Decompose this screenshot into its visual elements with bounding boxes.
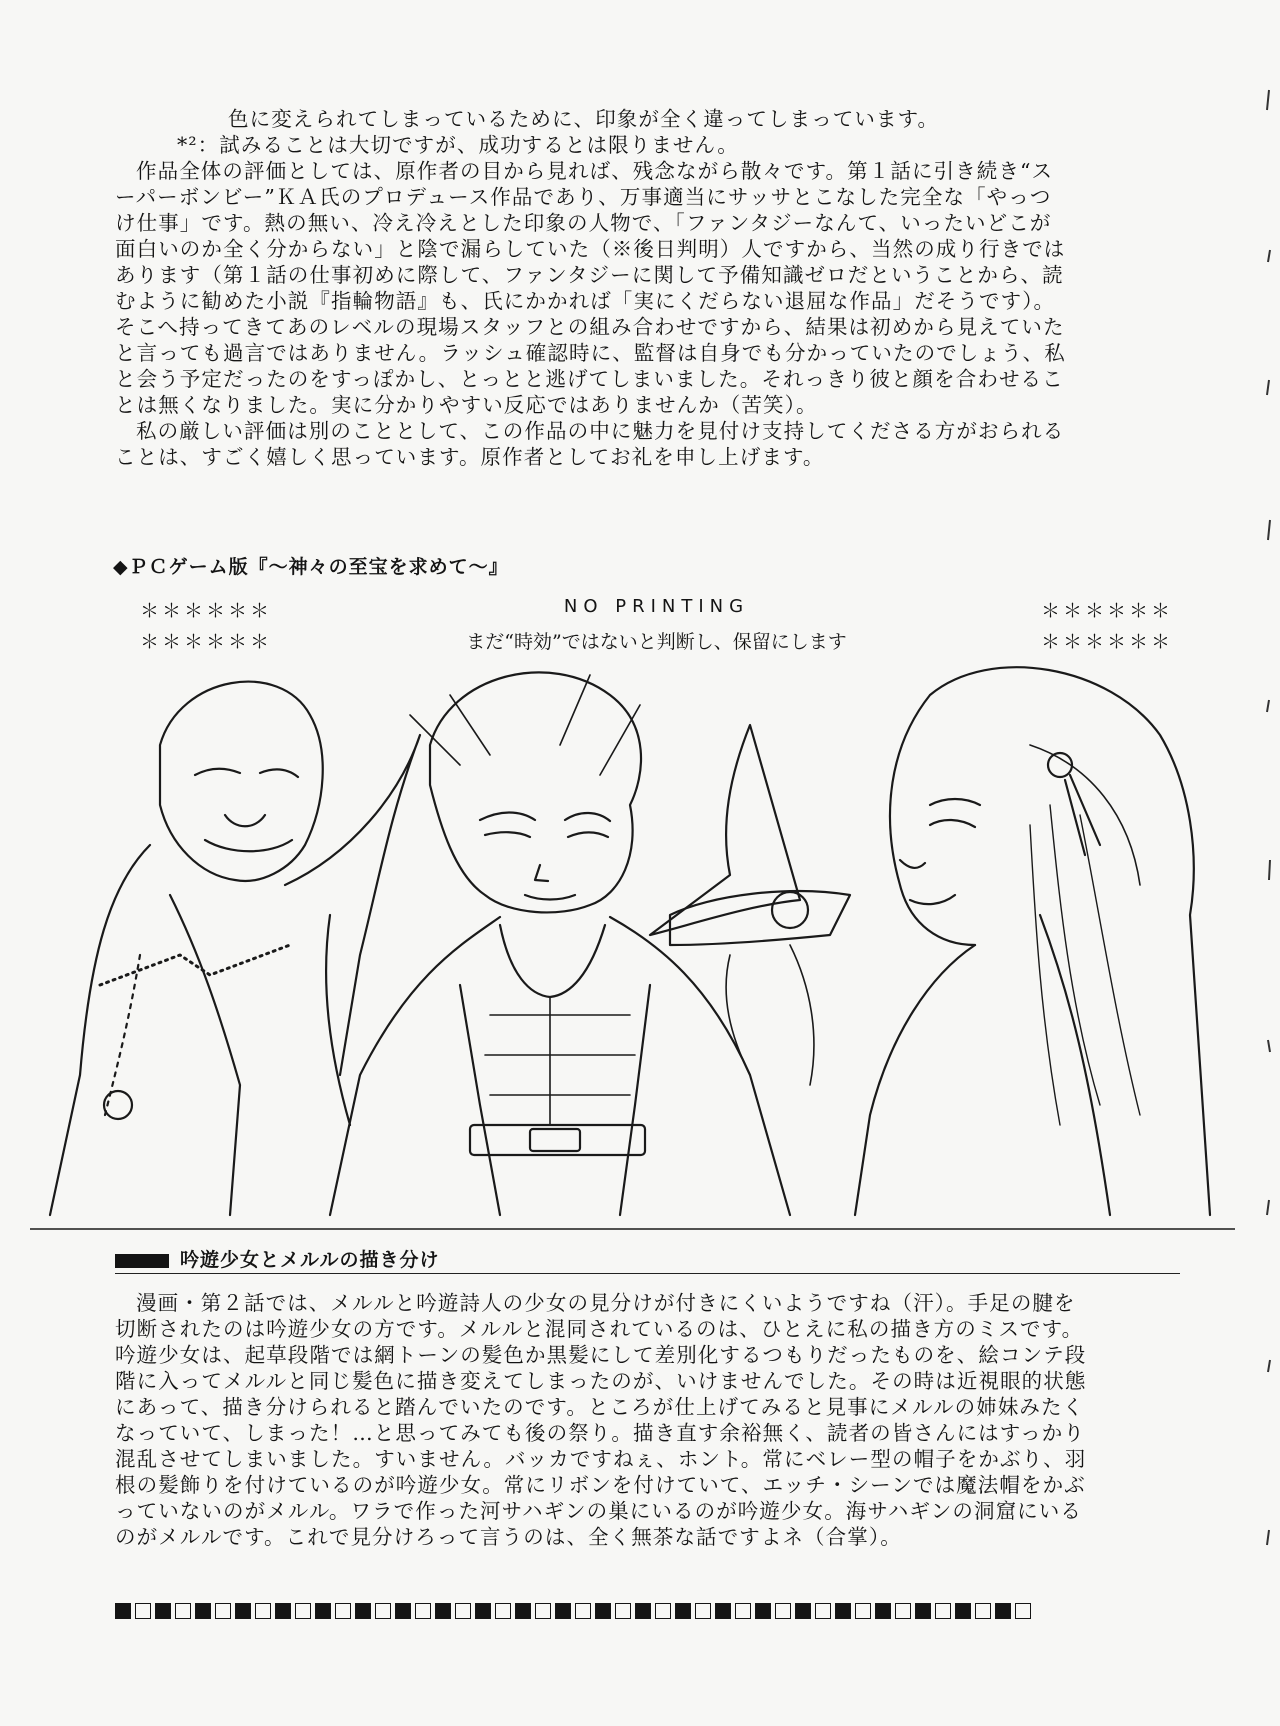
filled-square	[275, 1603, 291, 1619]
top-paragraph-line: と会う予定だったのをすっぽかし、とっとと逃げてしまいました。それっきり彼と顔を合わせるこ	[115, 367, 1064, 391]
empty-square	[535, 1603, 551, 1619]
empty-square	[375, 1603, 391, 1619]
bottom-paragraph-line: 根の髪飾りを付けているのが吟遊少女。常にリボンを付けていて、エッチ・シーンでは魔法帽をかぶ	[115, 1473, 1086, 1497]
filled-square	[755, 1603, 771, 1619]
filled-square	[595, 1603, 611, 1619]
filled-square	[115, 1603, 131, 1619]
bottom-paragraph-line: にあって、描き分けられると踏んでいたのです。ところが仕上げてみると見事にメルルの姉妹みたく	[115, 1395, 1085, 1419]
bottom-paragraphs	[115, 1290, 1180, 1550]
bottom-paragraph-line: 漫画・第２話では、メルルと吟遊詩人の少女の見分けが付きにくいようですね（汗）。手足の腱を	[136, 1291, 1076, 1315]
empty-square	[495, 1603, 511, 1619]
pc-game-section-heading: ◆ＰＣゲーム版『～神々の至宝を求めて～』	[113, 556, 509, 578]
empty-square	[335, 1603, 351, 1619]
no-printing-label: NO PRINTING	[563, 596, 750, 617]
filled-square	[395, 1603, 411, 1619]
top-paragraph-line: 色に変えられてしまっているために、印象が全く違ってしまっています。	[228, 107, 940, 131]
filled-square	[315, 1603, 331, 1619]
empty-square	[295, 1603, 311, 1619]
top-paragraph-line: とは無くなりました。実に分かりやすい反応ではありませんか（苦笑）。	[115, 393, 818, 417]
bottom-paragraph-line: 階に入ってメルルと同じ髪色に描き変えてしまったのが、いけませんでした。その時は近視眼的状態	[115, 1369, 1087, 1393]
scan-edge-marks	[1264, 0, 1274, 1726]
star-decoration-right: ＊＊＊＊＊＊	[1040, 600, 1173, 622]
top-paragraph-line: むように勧めた小説『指輪物語』も、氏にかかれば「実にくだらない退屈な作品」だそうです）。	[115, 289, 1056, 313]
bottom-paragraph-line: 切断されたのは吟遊少女の方です。メルルと混同されているのは、ひとえに私の描き方のミスです。	[115, 1317, 1084, 1341]
bottom-paragraph-line: 混乱させてしまいました。すいません。バッカですねぇ、ホント。常にベレー型の帽子をかぶり、羽	[115, 1447, 1087, 1471]
star-decoration-left: ＊＊＊＊＊＊	[140, 631, 273, 653]
filled-square	[795, 1603, 811, 1619]
empty-square	[1015, 1603, 1031, 1619]
square-pattern-divider	[115, 1603, 1180, 1623]
withheld-note: まだ“時効”ではないと判断し、保留にします	[466, 631, 847, 653]
bottom-paragraph-line: のがメルルです。これで見分けろって言うのは、全く無茶な話ですよネ（合掌）。	[115, 1525, 902, 1549]
bottom-paragraph-line: 吟遊少女は、起草段階では網トーンの髪色か黒髪にして差別化するつもりだったものを、絵コンテ段	[115, 1343, 1087, 1367]
filled-square	[195, 1603, 211, 1619]
empty-square	[135, 1603, 151, 1619]
no-printing-notice-row-2	[140, 627, 1173, 653]
top-paragraph-line: そこへ持ってきてあのレベルの現場スタッフとの組み合わせですから、結果は初めから見えていた	[115, 315, 1065, 339]
bottom-paragraph-line: っていないのがメルル。ワラで作った河サハギンの巣にいるのが吟遊少女。海サハギンの洞窟にいる	[115, 1499, 1082, 1523]
empty-square	[975, 1603, 991, 1619]
top-paragraphs	[115, 106, 1180, 470]
empty-square	[735, 1603, 751, 1619]
top-paragraph-line: *²：試みることは大切ですが、成功するとは限りません。	[177, 133, 739, 157]
empty-square	[175, 1603, 191, 1619]
empty-square	[855, 1603, 871, 1619]
top-paragraph-line: ことは、すごく嬉しく思っています。原作者としてお礼を申し上げます。	[115, 445, 825, 469]
empty-square	[255, 1603, 271, 1619]
star-decoration-left: ＊＊＊＊＊＊	[140, 600, 273, 622]
empty-square	[935, 1603, 951, 1619]
filled-square	[515, 1603, 531, 1619]
empty-square	[455, 1603, 471, 1619]
filled-square	[955, 1603, 971, 1619]
top-paragraph-line: と言っても過言ではありません。ラッシュ確認時に、監督は自身でも分かっていたのでしょう、私	[115, 341, 1066, 365]
no-printing-notice-row-1	[140, 596, 1173, 622]
top-paragraph-line: ーパーボンビー”ＫＡ氏のプロデュース作品であり、万事適当にサッサとこなした完全な「やっつ	[115, 185, 1052, 209]
empty-square	[575, 1603, 591, 1619]
top-paragraph-line: 面白いのか全く分からない」と陰で漏らしていた（※後日判明）人ですから、当然の成り行きでは	[115, 237, 1066, 261]
filled-square	[235, 1603, 251, 1619]
melle-section-heading	[115, 1245, 1180, 1275]
heading-bar	[115, 1254, 169, 1268]
empty-square	[895, 1603, 911, 1619]
filled-square	[995, 1603, 1011, 1619]
top-paragraph-line: け仕事」です。熱の無い、冷え冷えとした印象の人物で、「ファンタジーなんて、いったいどこが	[115, 211, 1052, 235]
top-paragraph-line: 私の厳しい評価は別のこととして、この作品の中に魅力を見付け支持してくださる方がおられる	[136, 419, 1065, 443]
filled-square	[715, 1603, 731, 1619]
top-paragraph-line: 作品全体の評価としては、原作者の目から見れば、残念ながら散々です。第１話に引き続き“ス	[136, 159, 1054, 183]
filled-square	[475, 1603, 491, 1619]
bottom-paragraph-line: なっていて、しまった！…と思ってみても後の祭り。描き直す余裕無く、読者の皆さんにはすっかり	[115, 1421, 1085, 1445]
empty-square	[775, 1603, 791, 1619]
filled-square	[915, 1603, 931, 1619]
heading-underline	[115, 1273, 1180, 1274]
character-illustration	[30, 655, 1235, 1230]
empty-square	[215, 1603, 231, 1619]
empty-square	[615, 1603, 631, 1619]
empty-square	[655, 1603, 671, 1619]
filled-square	[555, 1603, 571, 1619]
filled-square	[875, 1603, 891, 1619]
filled-square	[355, 1603, 371, 1619]
filled-square	[675, 1603, 691, 1619]
filled-square	[835, 1603, 851, 1619]
star-decoration-right: ＊＊＊＊＊＊	[1040, 631, 1173, 653]
filled-square	[635, 1603, 651, 1619]
filled-square	[435, 1603, 451, 1619]
empty-square	[415, 1603, 431, 1619]
empty-square	[815, 1603, 831, 1619]
top-paragraph-line: あります（第１話の仕事初めに際して、ファンタジーに関して予備知識ゼロだということから、読	[115, 263, 1064, 287]
filled-square	[155, 1603, 171, 1619]
melle-section-title: 吟遊少女とメルルの描き分け	[180, 1249, 440, 1271]
empty-square	[695, 1603, 711, 1619]
